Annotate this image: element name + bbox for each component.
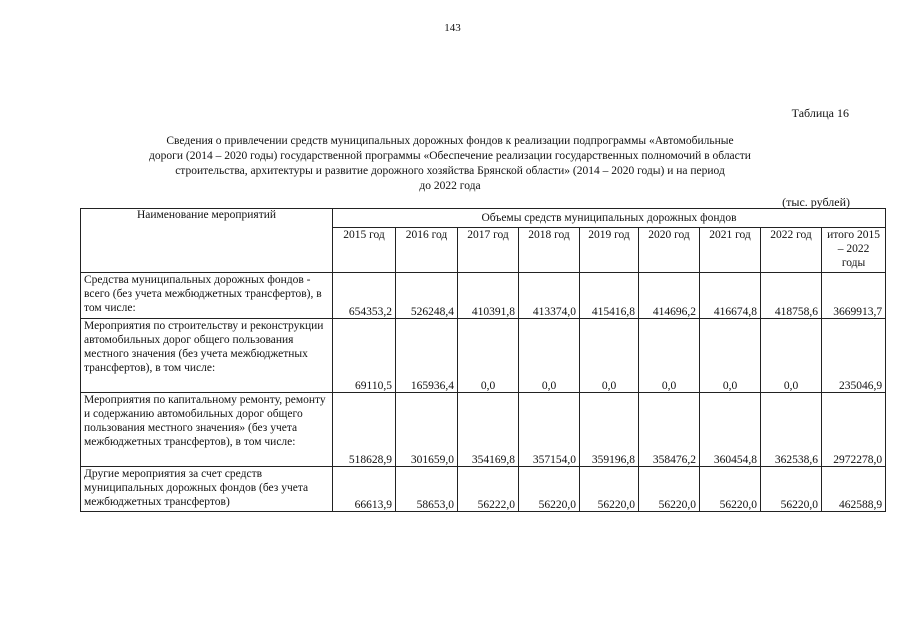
document-title bbox=[100, 134, 800, 194]
table-label: Таблица 16 bbox=[791, 106, 849, 120]
table-cell: 0,0 bbox=[458, 319, 519, 393]
table-cell-total: 462588,9 bbox=[822, 467, 886, 512]
total-header: итого 2015 – 2022 годы bbox=[822, 228, 886, 273]
table-cell: 357154,0 bbox=[519, 393, 580, 467]
table-cell: 410391,8 bbox=[458, 273, 519, 319]
table-cell: 56222,0 bbox=[458, 467, 519, 512]
year-header: 2016 год bbox=[396, 228, 458, 273]
row-label: Мероприятия по капитальному ремонту, ремонту и содержанию автомобильных дорог общего пользования местного значения» (без учета межбюджетных трансфертов), в том числе: bbox=[81, 393, 333, 467]
row-label: Другие мероприятия за счет средств муниципальных дорожных фондов (без учета межбюджетных трансфертов) bbox=[81, 467, 333, 512]
table-cell: 416674,8 bbox=[700, 273, 761, 319]
table-row bbox=[81, 467, 886, 512]
table-cell: 654353,2 bbox=[333, 273, 396, 319]
table-cell: 0,0 bbox=[700, 319, 761, 393]
year-header: 2020 год bbox=[639, 228, 700, 273]
year-header: 2021 год bbox=[700, 228, 761, 273]
table-cell: 0,0 bbox=[519, 319, 580, 393]
year-header: 2017 год bbox=[458, 228, 519, 273]
table-cell: 413374,0 bbox=[519, 273, 580, 319]
row-label: Мероприятия по строительству и реконструкции автомобильных дорог общего пользования местного значения (без учета межбюджетных трансфертов), в том числе: bbox=[81, 319, 333, 393]
table-row bbox=[81, 273, 886, 319]
column-group-header: Объемы средств муниципальных дорожных фондов bbox=[333, 209, 886, 228]
year-header: 2022 год bbox=[761, 228, 822, 273]
table-cell: 0,0 bbox=[580, 319, 639, 393]
title-line: строительства, архитектуры и развитие дорожного хозяйства Брянской области» (2014 – 2020 годы) и на период bbox=[175, 165, 725, 177]
table-cell-total: 3669913,7 bbox=[822, 273, 886, 319]
year-header: 2019 год bbox=[580, 228, 639, 273]
table-cell: 66613,9 bbox=[333, 467, 396, 512]
units-label: (тыс. рублей) bbox=[782, 195, 850, 209]
table-cell: 56220,0 bbox=[519, 467, 580, 512]
table-cell: 0,0 bbox=[761, 319, 822, 393]
table-cell: 58653,0 bbox=[396, 467, 458, 512]
table-row bbox=[81, 319, 886, 393]
table-cell: 56220,0 bbox=[700, 467, 761, 512]
title-line: дороги (2014 – 2020 годы) государственной программы «Обеспечение реализации государственных полномочий в области bbox=[149, 150, 751, 162]
table-cell: 362538,6 bbox=[761, 393, 822, 467]
column-header-name: Наименование мероприятий bbox=[81, 209, 333, 273]
table-cell: 359196,8 bbox=[580, 393, 639, 467]
year-header: 2018 год bbox=[519, 228, 580, 273]
table-cell: 358476,2 bbox=[639, 393, 700, 467]
table-cell-total: 235046,9 bbox=[822, 319, 886, 393]
table-row bbox=[81, 393, 886, 467]
table-cell: 360454,8 bbox=[700, 393, 761, 467]
table-cell: 301659,0 bbox=[396, 393, 458, 467]
table-cell: 415416,8 bbox=[580, 273, 639, 319]
year-header: 2015 год bbox=[333, 228, 396, 273]
page-number: 143 bbox=[444, 22, 461, 34]
table-cell: 69110,5 bbox=[333, 319, 396, 393]
title-line: до 2022 года bbox=[419, 180, 481, 192]
table-cell: 418758,6 bbox=[761, 273, 822, 319]
table-cell: 414696,2 bbox=[639, 273, 700, 319]
funding-table bbox=[80, 208, 886, 512]
table-cell: 56220,0 bbox=[761, 467, 822, 512]
row-label: Средства муниципальных дорожных фондов - всего (без учета межбюджетных трансфертов), в том числе: bbox=[81, 273, 333, 319]
table-cell: 526248,4 bbox=[396, 273, 458, 319]
table-cell-total: 2972278,0 bbox=[822, 393, 886, 467]
title-line: Сведения о привлечении средств муниципальных дорожных фондов к реализации подпрограммы «Автомобильные bbox=[166, 135, 734, 147]
table-cell: 165936,4 bbox=[396, 319, 458, 393]
table-cell: 354169,8 bbox=[458, 393, 519, 467]
table-cell: 56220,0 bbox=[580, 467, 639, 512]
table-cell: 0,0 bbox=[639, 319, 700, 393]
table-cell: 518628,9 bbox=[333, 393, 396, 467]
table-cell: 56220,0 bbox=[639, 467, 700, 512]
